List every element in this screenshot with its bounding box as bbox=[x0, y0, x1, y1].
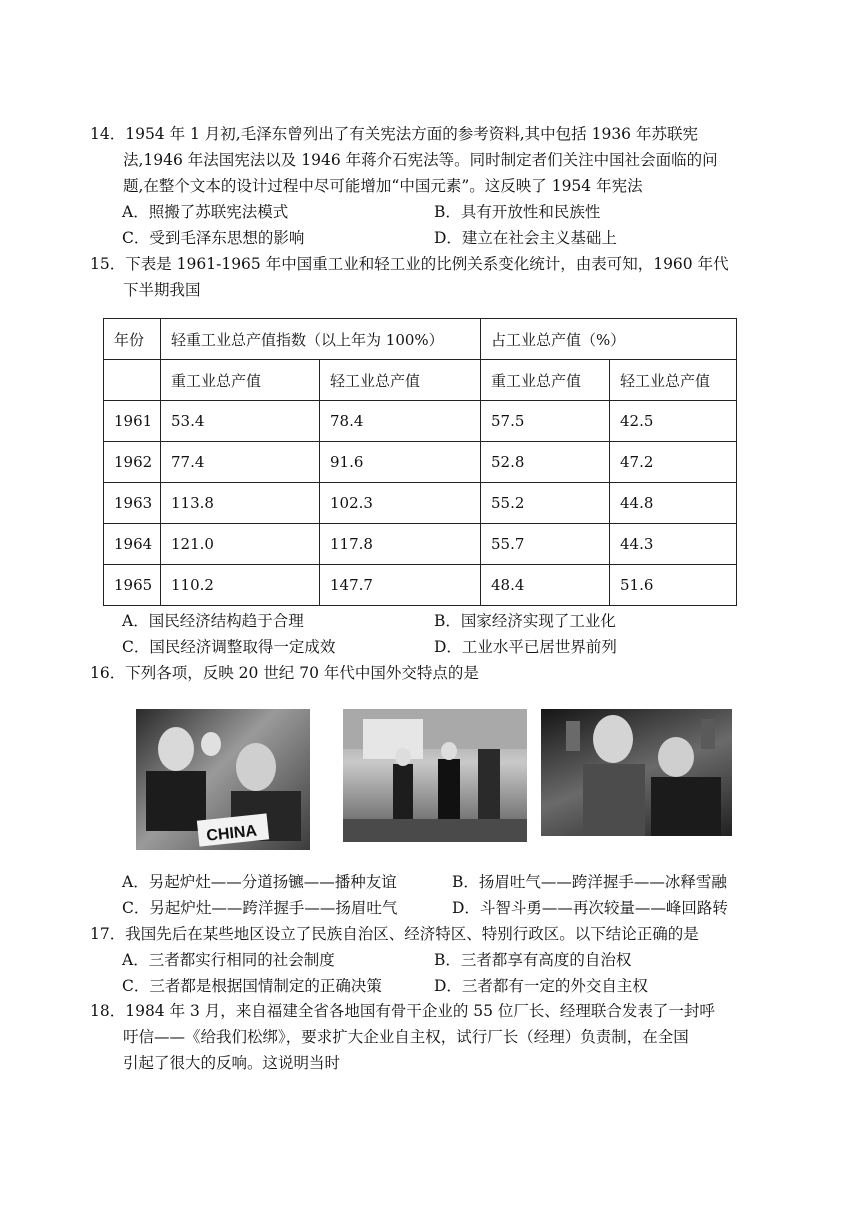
cell-heavy-index: 113.8 bbox=[161, 483, 320, 524]
cell-light-share: 51.6 bbox=[610, 565, 737, 606]
question-14-line-1: 14．1954 年 1 月初,毛泽东曾列出了有关宪法方面的参考资料,其中包括 1936 年苏联宪 bbox=[90, 125, 698, 143]
cell-year: 1965 bbox=[104, 565, 161, 606]
cell-year: 1963 bbox=[104, 483, 161, 524]
option-a[interactable]: A．另起炉灶——分道扬镳——播种友谊 bbox=[122, 873, 397, 891]
option-b[interactable]: B．国家经济实现了工业化 bbox=[434, 612, 616, 630]
question-15-options bbox=[122, 608, 782, 660]
option-c[interactable]: C．国民经济调整取得一定成效 bbox=[122, 638, 336, 656]
header-output-share: 占工业总产值（%） bbox=[481, 319, 737, 360]
option-c[interactable]: C．受到毛泽东思想的影响 bbox=[122, 229, 305, 247]
table-row bbox=[104, 483, 737, 524]
question-16-options bbox=[122, 869, 782, 921]
cell-light-share: 44.3 bbox=[610, 524, 737, 565]
cell-heavy-share: 55.7 bbox=[481, 524, 610, 565]
cell-heavy-index: 77.4 bbox=[161, 442, 320, 483]
question-17-line-1: 17．我国先后在某些地区设立了民族自治区、经济特区、特别行政区。以下结论正确的是 bbox=[90, 925, 699, 943]
question-15 bbox=[90, 251, 780, 303]
table-row bbox=[104, 401, 737, 442]
question-15-line-1: 15．下表是 1961-1965 年中国重工业和轻工业的比例关系变化统计，由表可知，1960 年代 bbox=[90, 255, 729, 273]
question-18-line-1: 18．1984 年 3 月，来自福建全省各地国有骨干企业的 55 位厂长、经理联合发表了一封呼 bbox=[90, 1002, 715, 1020]
option-b[interactable]: B．具有开放性和民族性 bbox=[434, 203, 601, 221]
cell-light-index: 91.6 bbox=[320, 442, 481, 483]
question-15-line-2: 下半期我国 bbox=[123, 281, 201, 299]
question-16-line-1: 16．下列各项，反映 20 世纪 70 年代中国外交特点的是 bbox=[90, 664, 479, 682]
table-row bbox=[104, 442, 737, 483]
industry-statistics-table bbox=[103, 318, 737, 606]
cell-light-share: 44.8 bbox=[610, 483, 737, 524]
cell-light-index: 117.8 bbox=[320, 524, 481, 565]
question-14 bbox=[90, 121, 780, 199]
option-a[interactable]: A．照搬了苏联宪法模式 bbox=[122, 203, 289, 221]
cell-heavy-index: 110.2 bbox=[161, 565, 320, 606]
table-subheader-row bbox=[104, 360, 737, 401]
cell-light-index: 78.4 bbox=[320, 401, 481, 442]
cell-light-index: 102.3 bbox=[320, 483, 481, 524]
option-a[interactable]: A．国民经济结构趋于合理 bbox=[122, 612, 304, 630]
question-14-options bbox=[122, 199, 782, 251]
table-header-row bbox=[104, 319, 737, 360]
photo-toast bbox=[541, 709, 732, 836]
photo-handshake bbox=[343, 709, 527, 842]
cell-heavy-index: 53.4 bbox=[161, 401, 320, 442]
cell-heavy-index: 121.0 bbox=[161, 524, 320, 565]
question-18-line-3: 引起了很大的反响。这说明当时 bbox=[123, 1054, 341, 1072]
cell-heavy-share: 52.8 bbox=[481, 442, 610, 483]
subheader-heavy-index: 重工业总产值 bbox=[161, 360, 320, 401]
option-b[interactable]: B．三者都享有高度的自治权 bbox=[434, 951, 632, 969]
option-c[interactable]: C．另起炉灶——跨洋握手——扬眉吐气 bbox=[122, 899, 398, 917]
cell-light-index: 147.7 bbox=[320, 565, 481, 606]
option-d[interactable]: D．三者都有一定的外交自主权 bbox=[434, 977, 648, 995]
cell-heavy-share: 57.5 bbox=[481, 401, 610, 442]
option-a[interactable]: A．三者都实行相同的社会制度 bbox=[122, 951, 335, 969]
header-output-index: 轻重工业总产值指数（以上年为 100%） bbox=[161, 319, 481, 360]
question-14-line-3: 题,在整个文本的设计过程中尽可能增加“中国元素”。这反映了 1954 年宪法 bbox=[123, 177, 643, 195]
cell-light-share: 47.2 bbox=[610, 442, 737, 483]
photo-caption-china: CHINA bbox=[205, 822, 258, 845]
option-d[interactable]: D．斗智斗勇——再次较量——峰回路转 bbox=[452, 899, 728, 917]
table-row bbox=[104, 524, 737, 565]
header-year: 年份 bbox=[104, 319, 161, 360]
cell-year: 1962 bbox=[104, 442, 161, 483]
option-d[interactable]: D．建立在社会主义基础上 bbox=[434, 229, 617, 247]
question-17 bbox=[90, 921, 780, 947]
subheader-light-index: 轻工业总产值 bbox=[320, 360, 481, 401]
option-b[interactable]: B．扬眉吐气——跨洋握手——冰释雪融 bbox=[452, 873, 727, 891]
cell-light-share: 42.5 bbox=[610, 401, 737, 442]
cell-heavy-share: 55.2 bbox=[481, 483, 610, 524]
empty-cell bbox=[104, 360, 161, 401]
cell-heavy-share: 48.4 bbox=[481, 565, 610, 606]
subheader-heavy-share: 重工业总产值 bbox=[481, 360, 610, 401]
cell-year: 1964 bbox=[104, 524, 161, 565]
photo-un-delegation bbox=[136, 709, 310, 850]
option-d[interactable]: D．工业水平已居世界前列 bbox=[434, 638, 617, 656]
question-18 bbox=[90, 998, 780, 1076]
table-row bbox=[104, 565, 737, 606]
cell-year: 1961 bbox=[104, 401, 161, 442]
option-c[interactable]: C．三者都是根据国情制定的正确决策 bbox=[122, 977, 382, 995]
question-16 bbox=[90, 660, 780, 686]
subheader-light-share: 轻工业总产值 bbox=[610, 360, 737, 401]
question-14-line-2: 法,1946 年法国宪法以及 1946 年蒋介石宪法等。同时制定者们关注中国社会面临的问 bbox=[123, 151, 718, 169]
question-17-options bbox=[122, 947, 782, 999]
question-18-line-2: 吁信——《给我们松绑》，要求扩大企业自主权，试行厂长（经理）负责制，在全国 bbox=[123, 1028, 689, 1046]
